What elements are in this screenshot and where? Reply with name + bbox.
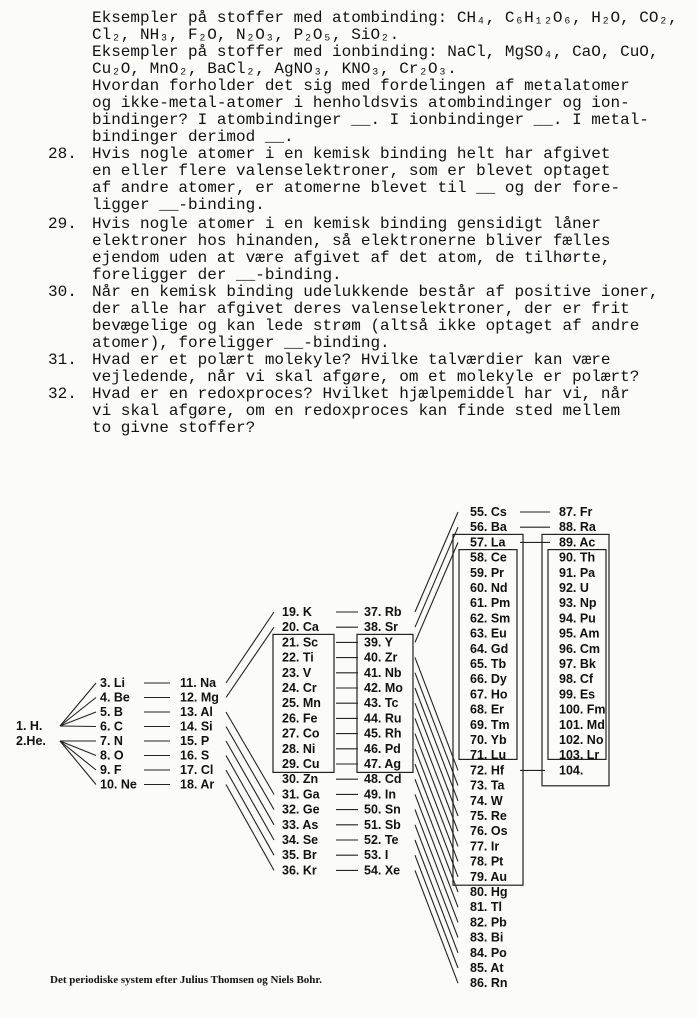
element-label: 9. F (100, 763, 122, 777)
connector-line (415, 527, 458, 627)
element-label: 5. B (100, 705, 123, 719)
element-label: 67. Ho (470, 687, 508, 702)
connector-line (415, 658, 458, 771)
question-line: ligger __-binding. (92, 196, 265, 214)
element-label: 99. Es (559, 687, 596, 702)
question-line: Hvis nogle atomer i en kemisk binding gensidigt låner (92, 215, 601, 233)
element-label: 100. Fm (559, 702, 606, 717)
element-label: 44. Ru (364, 711, 402, 726)
element-label: 27. Co (282, 726, 320, 741)
question-line: to givne stoffer? (92, 419, 256, 437)
intro-line: Eksempler på stoffer med ionbinding: NaCl, MgSO₄, CaO, CuO, (92, 43, 659, 61)
element-label: 66. Dy (470, 672, 507, 687)
element-label: 72. Hf (470, 763, 505, 778)
connector-line (415, 870, 458, 983)
element-label: 57. La (470, 535, 506, 550)
element-label: 28. Ni (282, 741, 316, 756)
connector-line (60, 698, 96, 727)
element-label: 30. Zn (282, 772, 319, 787)
element-label: 12. Mg (180, 690, 219, 705)
intro-line: og ikke-metal-atomer i henholdsvis atombindinger og ion- (92, 94, 630, 112)
element-label: 104. (559, 763, 584, 778)
element-label: 93. Np (559, 596, 597, 611)
connector-line (415, 825, 458, 938)
connector-line (415, 855, 458, 968)
question-number: 29. (48, 215, 77, 233)
question-number: 32. (48, 385, 77, 403)
element-label: 29. Cu (282, 757, 320, 771)
element-label: 10. Ne (100, 777, 137, 792)
element-label: 15. P (180, 734, 210, 748)
element-label: 3. Li (100, 676, 126, 690)
element-label: 36. Kr (282, 863, 317, 878)
connector-line (415, 810, 458, 923)
element-label: 84. Po (470, 945, 507, 960)
element-label: 40. Zr (364, 650, 398, 665)
element-label: 85. At (470, 961, 504, 975)
element-label: 55. Cs (470, 505, 507, 519)
element-label: 94. Pu (559, 611, 596, 626)
element-label: 23. V (282, 665, 312, 680)
connector-line (415, 542, 458, 642)
connector-line (415, 718, 458, 831)
connector-line (415, 703, 458, 816)
question-line: ejendom uden at være afgivet af det atom, de tilhørte, (92, 249, 611, 267)
question-line: af andre atomer, er atomerne blevet til __ og der fore- (92, 179, 621, 197)
element-label: 87. Fr (559, 505, 593, 519)
element-label: 63. Eu (470, 626, 507, 641)
element-label: 58. Ce (470, 550, 507, 565)
element-label: 24. Cr (282, 681, 317, 695)
element-label: 35. Br (282, 848, 317, 863)
question-number: 30. (48, 283, 77, 301)
element-label: 26. Fe (282, 711, 318, 726)
element-label: 81. Tl (470, 900, 502, 915)
element-label: 69. Tm (470, 717, 510, 732)
element-label: 80. Hg (470, 885, 508, 899)
element-label: 101. Md (559, 717, 605, 732)
element-label: 79. Au (470, 869, 508, 884)
connector-line (415, 840, 458, 953)
element-label: 82. Pb (470, 915, 507, 930)
intro-line: Eksempler på stoffer med atombinding: CH₄, C₆H₁₂O₆, H₂O, CO₂, (92, 9, 678, 27)
element-label: 98. Cf (559, 672, 594, 687)
element-label: 16. S (180, 748, 210, 763)
element-label: 48. Cd (364, 772, 402, 787)
element-label: 13. Al (180, 705, 213, 719)
intro-line: Hvordan forholder det sig med fordelingen af metalatomer (92, 77, 630, 95)
question-line: vi skal afgøre, om en redoxproces kan finde sted mellem (92, 402, 621, 420)
question-line: vejledende, når vi skal afgøre, om et molekyle er polært? (92, 368, 640, 386)
element-label: 41. Nb (364, 665, 402, 680)
element-label: 2.He. (16, 734, 46, 748)
element-label: 103. Lr (559, 748, 600, 763)
element-label: 52. Te (364, 833, 399, 847)
connector-line (415, 794, 458, 907)
element-label: 33. As (282, 817, 319, 832)
element-label: 91. Pa (559, 565, 596, 580)
element-label: 77. Ir (470, 839, 500, 854)
connector-line (415, 749, 458, 862)
question-line: elektroner hos hinanden, så elektronerne bliver fælles (92, 232, 611, 250)
element-label: 25. Mn (282, 696, 321, 711)
element-label: 83. Bi (470, 930, 504, 945)
question-number: 31. (48, 351, 77, 369)
element-label: 49. In (364, 787, 396, 802)
connector-line (415, 734, 458, 847)
element-label: 56. Ba (470, 520, 507, 535)
element-label: 73. Ta (470, 778, 505, 793)
element-label: 37. Rb (364, 605, 402, 619)
intro-line: bindinger derimod __. (92, 128, 294, 146)
connector-line (415, 673, 458, 786)
question-line: bevægelige og kan lede strøm (altså ikke optaget af andre (92, 317, 640, 335)
element-label: 19. K (282, 605, 312, 619)
element-label: 34. Se (282, 833, 319, 847)
question-line: en eller flere valenselektroner, som er blevet optaget (92, 162, 611, 180)
element-label: 92. U (559, 581, 589, 595)
connector-line (226, 627, 274, 697)
question-line: atomer), foreligger __-binding. (92, 334, 390, 352)
element-label: 97. Bk (559, 657, 596, 671)
question-line: Hvad er en redoxproces? Hvilket hjælpemiddel har vi, når (92, 385, 630, 403)
element-label: 68. Er (470, 702, 505, 717)
element-label: 21. Sc (282, 635, 319, 650)
element-label: 89. Ac (559, 535, 596, 550)
connector-line (60, 741, 96, 770)
element-label: 32. Ge (282, 802, 320, 817)
intro-line: bindinger? I atombindinger __. I ionbindinger __. I metal- (92, 111, 649, 129)
element-label: 59. Pr (470, 565, 505, 580)
connector-line (226, 612, 274, 683)
question-line: Hvis nogle atomer i en kemisk binding helt har afgivet (92, 145, 611, 163)
element-label: 71. Lu (470, 748, 507, 763)
connector-line (415, 688, 458, 801)
element-label: 86. Rn (470, 976, 508, 991)
element-label: 17. Cl (180, 763, 214, 777)
element-label: 22. Ti (282, 650, 314, 665)
element-label: 95. Am (559, 626, 600, 641)
element-label: 70. Yb (470, 733, 507, 747)
element-label: 64. Gd (470, 641, 509, 656)
element-label: 11. Na (180, 676, 217, 690)
element-label: 20. Ca (282, 620, 319, 635)
intro-line: Cl₂, NH₃, F₂O, N₂O₃, P₂O₅, SiO₂. (92, 26, 400, 44)
element-label: 8. O (100, 748, 124, 763)
element-label: 88. Ra (559, 520, 596, 535)
element-label: 14. Si (180, 719, 213, 734)
element-label: 61. Pm (470, 596, 511, 611)
element-label: 7. N (100, 734, 123, 748)
question-line: der alle har afgivet deres valenselektroner, der er frit (92, 300, 630, 318)
element-label: 53. I (364, 848, 389, 863)
element-label: 75. Re (470, 809, 507, 823)
element-label: 96. Cm (559, 641, 600, 656)
element-label: 78. Pt (470, 854, 504, 869)
element-label: 76. Os (470, 824, 508, 839)
figure-caption: Det periodiske system efter Julius Thomsen og Niels Bohr. (50, 974, 323, 986)
element-label: 54. Xe (364, 863, 401, 878)
element-label: 51. Sb (364, 817, 401, 832)
element-label: 42. Mo (364, 681, 403, 695)
connector-line (415, 512, 458, 612)
connector-line (415, 779, 458, 892)
element-label: 102. No (559, 733, 604, 747)
connector-line (60, 741, 96, 785)
question-number: 28. (48, 145, 77, 163)
element-label: 65. Tb (470, 657, 507, 671)
question-line: Hvad er et polært molekyle? Hvilke talværdier kan være (92, 351, 611, 369)
element-label: 60. Nd (470, 581, 508, 595)
element-label: 4. Be (100, 690, 130, 705)
element-label: 39. Y (364, 635, 393, 650)
element-label: 31. Ga (282, 787, 320, 802)
element-label: 46. Pd (364, 741, 401, 756)
element-label: 18. Ar (180, 777, 215, 792)
intro-line: Cu₂O, MnO₂, BaCl₂, AgNO₃, KNO₃, Cr₂O₃. (92, 60, 457, 78)
element-label: 90. Th (559, 550, 596, 565)
element-label: 47. Ag (364, 757, 402, 771)
element-label: 1. H. (16, 719, 43, 733)
element-label: 38. Sr (364, 620, 399, 635)
element-label: 74. W (470, 793, 503, 808)
connector-line (60, 726, 96, 727)
connector-line (415, 764, 458, 877)
question-line: Når en kemisk binding udelukkende består af positive ioner, (92, 283, 659, 301)
element-label: 6. C (100, 719, 123, 734)
question-line: foreligger der __-binding. (92, 266, 342, 284)
element-label: 45. Rh (364, 726, 402, 741)
element-label: 43. Tc (364, 696, 399, 711)
element-label: 62. Sm (470, 611, 511, 626)
element-label: 50. Sn (364, 802, 401, 817)
